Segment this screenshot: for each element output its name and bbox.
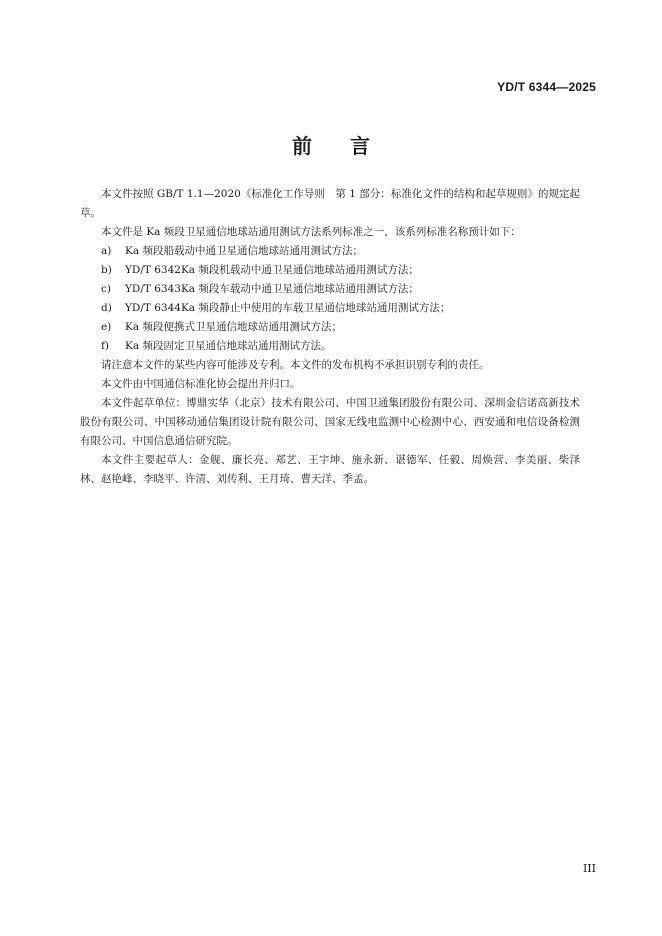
paragraph: 本文件是 Ka 频段卫星通信地球站通用测试方法系列标准之一，该系列标准名称预计如下： (101, 226, 521, 238)
list-item-label: e) (101, 321, 112, 333)
page-number: III (582, 862, 596, 875)
list-item-text: Ka 频段船载动中通卫星通信地球站通用测试方法； (125, 245, 363, 257)
list-item (80, 337, 580, 356)
paragraph: 本文件主要起草人：金舰、廉长亮、郑艺、王宇坤、施永新、谌德军、任毅、周焕营、李美丽、柴泽林、赵艳峰、李晓平、许清、刘传利、王月琦、曹天洋、季孟。 (80, 454, 580, 485)
foreword-body (80, 185, 580, 489)
list-item (80, 261, 580, 280)
list-item-text: Ka 频段固定卫星通信地球站通用测试方法。 (125, 340, 332, 352)
list-item (80, 299, 580, 318)
standard-number: YD/T 6344—2025 (497, 80, 596, 94)
list-item (80, 280, 580, 299)
list-item-text: YD/T 6344Ka 频段静止中使用的车载卫星通信地球站通用测试方法； (125, 302, 451, 314)
list-item-text: YD/T 6342Ka 频段机载动中通卫星通信地球站通用测试方法； (125, 264, 419, 276)
list-item-text: YD/T 6343Ka 频段车载动中通卫星通信地球站通用测试方法； (125, 283, 419, 295)
paragraph: 本文件由中国通信标准化协会提出并归口。 (101, 378, 301, 390)
list-item-text: Ka 频段便携式卫星通信地球站通用测试方法； (125, 321, 342, 333)
paragraph: 请注意本文件的某些内容可能涉及专利。本文件的发布机构不承担识别专利的责任。 (101, 359, 490, 371)
list-item-label: d) (101, 302, 112, 314)
list-item-label: b) (101, 264, 112, 276)
list-item-label: f) (101, 340, 109, 352)
page-title: 前言 (292, 134, 408, 158)
list-item (80, 318, 580, 337)
paragraph: 本文件起草单位：博鼎实华（北京）技术有限公司、中国卫通集团股份有限公司、深圳金信诺高新技术股份有限公司、中国移动通信集团设计院有限公司、国家无线电监测中心检测中心、西安通和电信设备检测有限公司、中国信息通信研究院。 (80, 397, 580, 447)
list-item-label: c) (101, 283, 111, 295)
list-item (80, 242, 580, 261)
list-item-label: a) (101, 245, 112, 257)
paragraph: 本文件按照 GB/T 1.1—2020《标准化工作导则 第 1 部分：标准化文件的结构和起草规则》的规定起草。 (80, 188, 580, 219)
